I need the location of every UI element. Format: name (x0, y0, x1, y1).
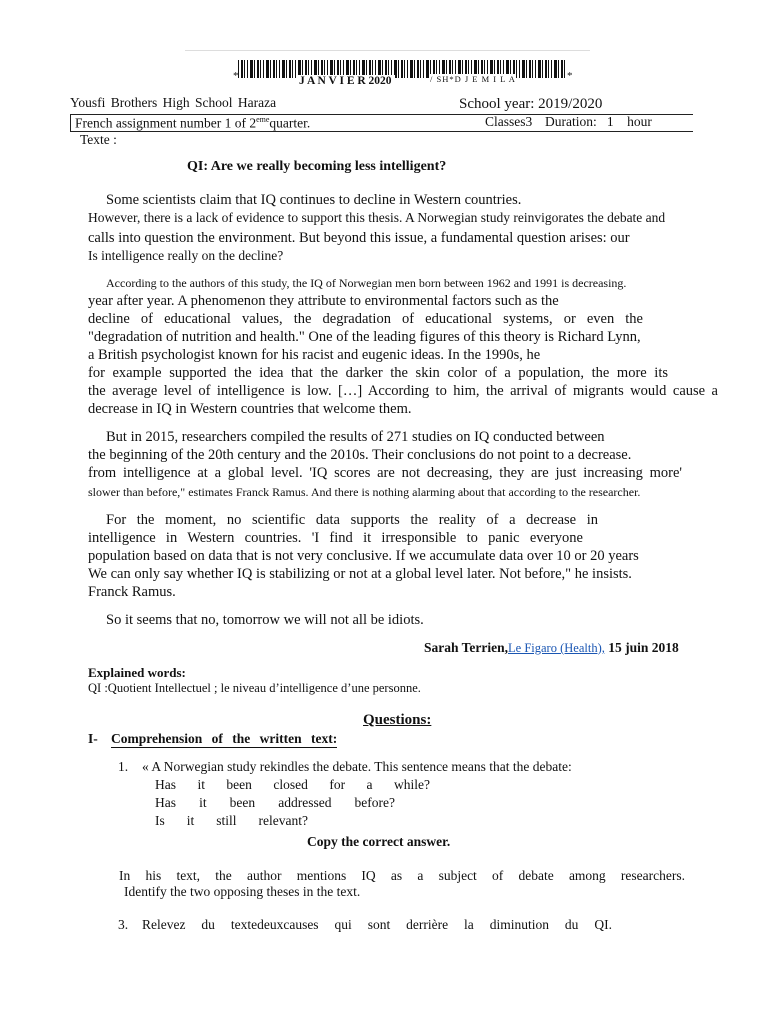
p5-line: So it seems that no, tomorrow we will not all be idiots. (106, 612, 424, 628)
explained-entry: QI :Quotient Intellectuel ; le niveau d’intelligence d’une personne. (88, 681, 421, 695)
questions-heading: Questions: (363, 712, 432, 728)
assignment-title (75, 115, 310, 132)
q1-text: « A Norwegian study rekindles the debate. This sentence means that the debate: (142, 759, 572, 774)
p1-line-1: Some scientists claim that IQ continues to decline in Western countries. (106, 192, 522, 208)
p3-line-3: from intelligence at a global level. 'IQ scores are not decreasing, they are just increasing more' (88, 465, 682, 481)
p1-line-2: However, there is a lack of evidence to support this thesis. A Norwegian study reinvigorates the debate and (88, 210, 666, 225)
q3-number: 3. (118, 917, 129, 932)
q1-option-1: Has it been closed for a while? (155, 777, 430, 792)
q2-line-1: In his text, the author mentions IQ as a subject of debate among researchers. (119, 868, 685, 883)
q1-option-2: Has it been addressed before? (155, 795, 395, 810)
article-title: QI: Are we really becoming less intelligent? (187, 159, 447, 174)
top-faint-rule (185, 50, 590, 51)
section-title: Comprehension of the written text: (111, 731, 338, 746)
source-link[interactable]: Le Figaro (Health), (508, 641, 605, 655)
p1-line-3: calls into question the environment. But beyond this issue, a fundamental question arises: our (88, 230, 630, 246)
barcode-star-left: * (233, 70, 239, 82)
signature-date: 15 juin 2018 (604, 640, 679, 655)
header-left-rule (70, 114, 71, 132)
q1-option-3: Is it still relevant? (155, 813, 308, 828)
q2-line-2: Identify the two opposing theses in the text. (124, 884, 361, 899)
p2-line-6: for example supported the idea that the darker the skin color of a population, the more its (88, 365, 668, 381)
p4-line-5: Franck Ramus. (88, 584, 176, 600)
assignment-suffix: quarter. (269, 115, 311, 131)
q1-number: 1. (118, 759, 129, 774)
p3-line-1: But in 2015, researchers compiled the results of 271 studies on IQ conducted between (106, 429, 605, 445)
barcode-slash-text: / SH*D J E M I L A (430, 74, 516, 84)
p4-line-4: We can only say whether IQ is stabilizing or not at a global level later. Not before," he insists. (88, 566, 632, 582)
p4-line-3: population based on data that is not very conclusive. If we accumulate data over 10 or 20 years (88, 548, 639, 564)
barcode-graphic (238, 60, 566, 78)
q1-instruction: Copy the correct answer. (307, 834, 451, 849)
p3-line-4: slower than before," estimates Franck Ramus. And there is nothing alarming about that according to the researcher. (88, 485, 641, 499)
q3-text: Relevez du textedeuxcauses qui sont derrière la diminution du QI. (142, 917, 612, 932)
p2-line-2: year after year. A phenomenon they attribute to environmental factors such as the (88, 293, 559, 309)
section-number: I- (88, 731, 98, 746)
p2-line-5: a British psychologist known for his racist and eugenic ideas. In the 1990s, he (88, 347, 541, 363)
p4-line-1: For the moment, no scientific data supports the reality of a decrease in (106, 512, 598, 528)
signature-author: Sarah Terrien, (424, 640, 509, 655)
assignment-sup: eme (256, 115, 270, 124)
p4-line-2: intelligence in Western countries. 'I find it irresponsible to panic everyone (88, 530, 583, 546)
school-name: Yousfi Brothers High School Haraza (70, 95, 277, 110)
duration-label: Duration: 1 hour (545, 114, 652, 129)
explained-heading: Explained words: (88, 665, 186, 680)
assignment-prefix: French assignment number 1 of 2 (75, 115, 257, 131)
school-year: School year: 2019/2020 (459, 96, 603, 112)
p3-line-2: the beginning of the 20th century and the 2010s. Their conclusions do not point to a decrease. (88, 447, 632, 463)
barcode-star-right: * (567, 70, 573, 82)
header-rule-2 (70, 131, 693, 132)
p2-line-3: decline of educational values, the degradation of educational systems, or even the (88, 311, 643, 327)
p2-line-7: the average level of intelligence is low. […] According to him, the arrival of migrants would cause a (88, 383, 718, 399)
barcode-month-year: J A N V I E R 2020 (296, 75, 395, 87)
signature (424, 640, 679, 656)
classes-label: Classes3 (485, 114, 533, 129)
texte-label: Texte : (80, 132, 117, 147)
p2-line-1: According to the authors of this study, the IQ of Norwegian men born between 1962 and 1991 is decreasing. (106, 276, 627, 290)
p1-line-4: Is intelligence really on the decline? (88, 248, 284, 263)
p2-line-4: "degradation of nutrition and health." One of the leading figures of this theory is Richard Lynn, (88, 329, 641, 345)
p2-line-8: decrease in IQ in Western countries that welcome them. (88, 401, 412, 417)
